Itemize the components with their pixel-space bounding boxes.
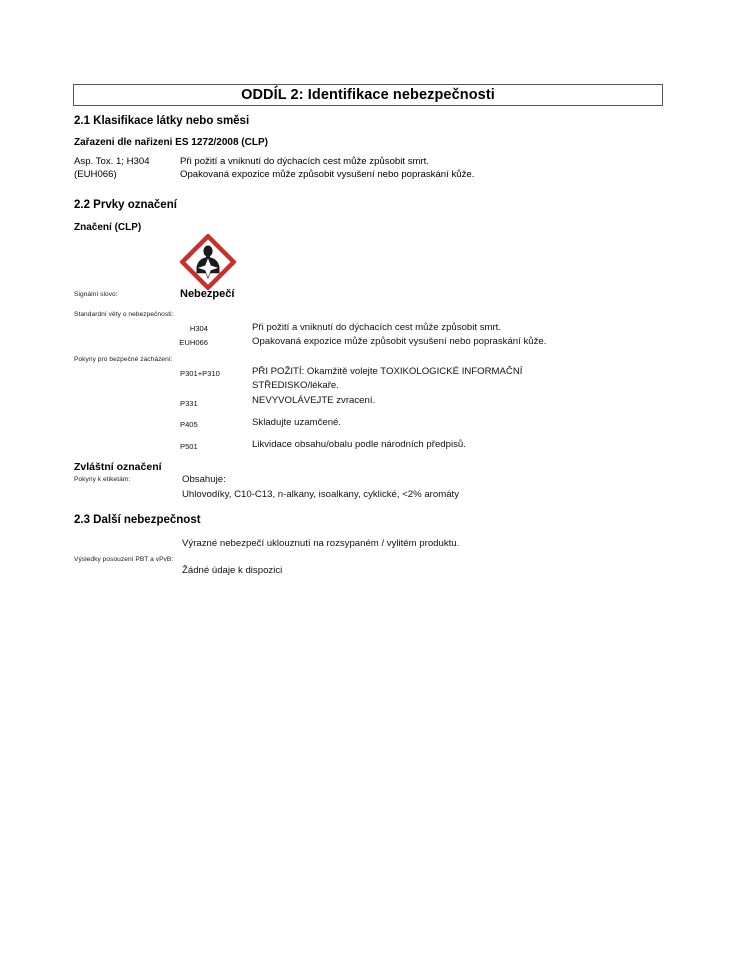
precautionary-text-0-line1: PŘI POŽITÍ: Okamžitě volejte TOXIKOLOGICKÉ INFORMAČNÍ	[252, 366, 523, 377]
label-instructions-label: Pokyny k etiketám:	[74, 476, 131, 483]
hazard-statement-code-1: EUH066	[179, 338, 208, 347]
heading-2-3: 2.3 Další nebezpečnost	[74, 514, 201, 526]
hazard-statement-text-1: Opakovaná expozice může způsobit vysušení nebo popraskání kůže.	[252, 336, 547, 347]
additional-hazard-text: Výrazné nebezpečí uklouznutí na rozsypaném / vylitém produktu.	[182, 538, 460, 549]
hazard-statements-label: Standardní věty o nebezpečnosti:	[74, 311, 174, 318]
precautionary-text-2-line1: Skladujte uzamčené.	[252, 417, 342, 428]
label-instructions-line2: Uhlovodíky, C10-C13, n-alkany, isoalkany, cyklické, <2% aromáty	[182, 489, 459, 500]
pbt-assessment-value: Žádné údaje k dispozici	[182, 565, 283, 576]
classification-code-1: (EUH066)	[74, 169, 117, 180]
precautionary-statements-label: Pokyny pro bezpečné zacházení:	[74, 356, 173, 363]
heading-2-2: 2.2 Prvky označení	[74, 199, 177, 211]
signal-word-label: Signální slovo:	[74, 291, 118, 298]
hazard-statement-code-0: H304	[189, 324, 208, 333]
section-header-box	[73, 84, 663, 106]
heading-special-labelling: Zvláštní označení	[74, 461, 162, 473]
subheading-clp-labelling: Značení (CLP)	[74, 222, 142, 233]
classification-description-1: Opakovaná expozice může způsobit vysušení nebo popraskání kůže.	[180, 169, 475, 180]
signal-word-value: Nebezpečí	[180, 288, 235, 300]
ghs08-health-hazard-pictogram	[180, 234, 236, 290]
pbt-assessment-label: Výsledky posouzení PBT a vPvB:	[74, 556, 174, 563]
classification-code-0: Asp. Tox. 1; H304	[74, 156, 150, 167]
precautionary-code-0: P301+P310	[180, 369, 220, 378]
precautionary-text-3-line1: Likvidace obsahu/obalu podle národních předpisů.	[252, 439, 466, 450]
subheading-clp-classification: Zařazeni dle nařizeni ES 1272/2008 (CLP)	[74, 137, 268, 148]
heading-2-1: 2.1 Klasifikace látky nebo směsi	[74, 115, 250, 127]
precautionary-code-1: P331	[180, 399, 198, 408]
hazard-statement-text-0: Při požití a vniknutí do dýchacích cest může způsobit smrt.	[252, 322, 502, 333]
precautionary-text-0-line2: STŘEDISKO/lékaře.	[252, 380, 339, 391]
precautionary-code-3: P501	[180, 442, 198, 451]
precautionary-text-1-line1: NEVYVOLÁVEJTE zvracení.	[252, 395, 376, 406]
label-instructions-line1: Obsahuje:	[182, 474, 226, 485]
precautionary-code-2: P405	[180, 420, 198, 429]
section-header-title: ODDÍL 2: Identifikace nebezpečnosti	[241, 86, 495, 103]
classification-description-0: Při požití a vniknutí do dýchacích cest může způsobit smrt.	[180, 156, 430, 167]
